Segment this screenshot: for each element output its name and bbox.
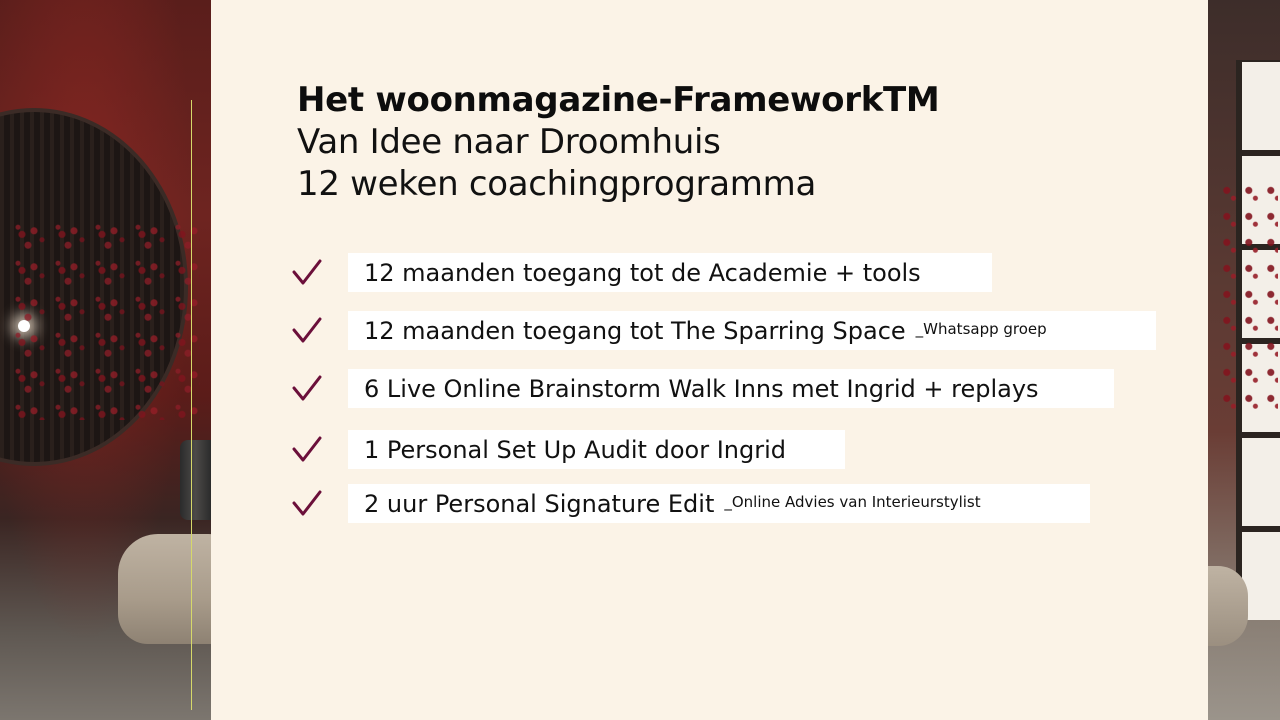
feature-label-box [348, 253, 992, 292]
checkmark-icon [290, 486, 324, 520]
page-title: Het woonmagazine-FrameworkTM [297, 80, 940, 120]
feature-note: _Online Advies van Interieurstylist [724, 492, 981, 511]
checkmark-icon [290, 313, 324, 347]
feature-text: 6 Live Online Brainstorm Walk Inns met Ingrid + replays [364, 374, 1039, 403]
ottoman-right [1208, 566, 1248, 646]
checkmark-icon [290, 371, 324, 405]
blossom-branches-right [1218, 180, 1278, 420]
subtitle-line-2: 12 weken coachingprogramma [297, 164, 816, 204]
feature-note: _Whatsapp groep [915, 319, 1047, 338]
ottoman [118, 534, 211, 644]
feature-text: 2 uur Personal Signature Edit [364, 489, 715, 518]
interior-photo-left [0, 0, 211, 720]
feature-label-box [348, 311, 1156, 350]
interior-photo-right [1208, 0, 1280, 720]
checkmark-icon [290, 255, 324, 289]
feature-label-box [348, 484, 1090, 523]
subtitle-line-1: Van Idee naar Droomhuis [297, 122, 721, 162]
feature-text: 1 Personal Set Up Audit door Ingrid [364, 435, 786, 464]
feature-text: 12 maanden toegang tot de Academie + tools [364, 258, 921, 287]
feature-label-box [348, 369, 1114, 408]
feature-label-box [348, 430, 845, 469]
checkmark-icon [290, 432, 324, 466]
feature-text: 12 maanden toegang tot The Sparring Space [364, 316, 906, 345]
vase [180, 440, 211, 520]
accent-line [191, 100, 192, 710]
blossom-branches [10, 220, 200, 420]
